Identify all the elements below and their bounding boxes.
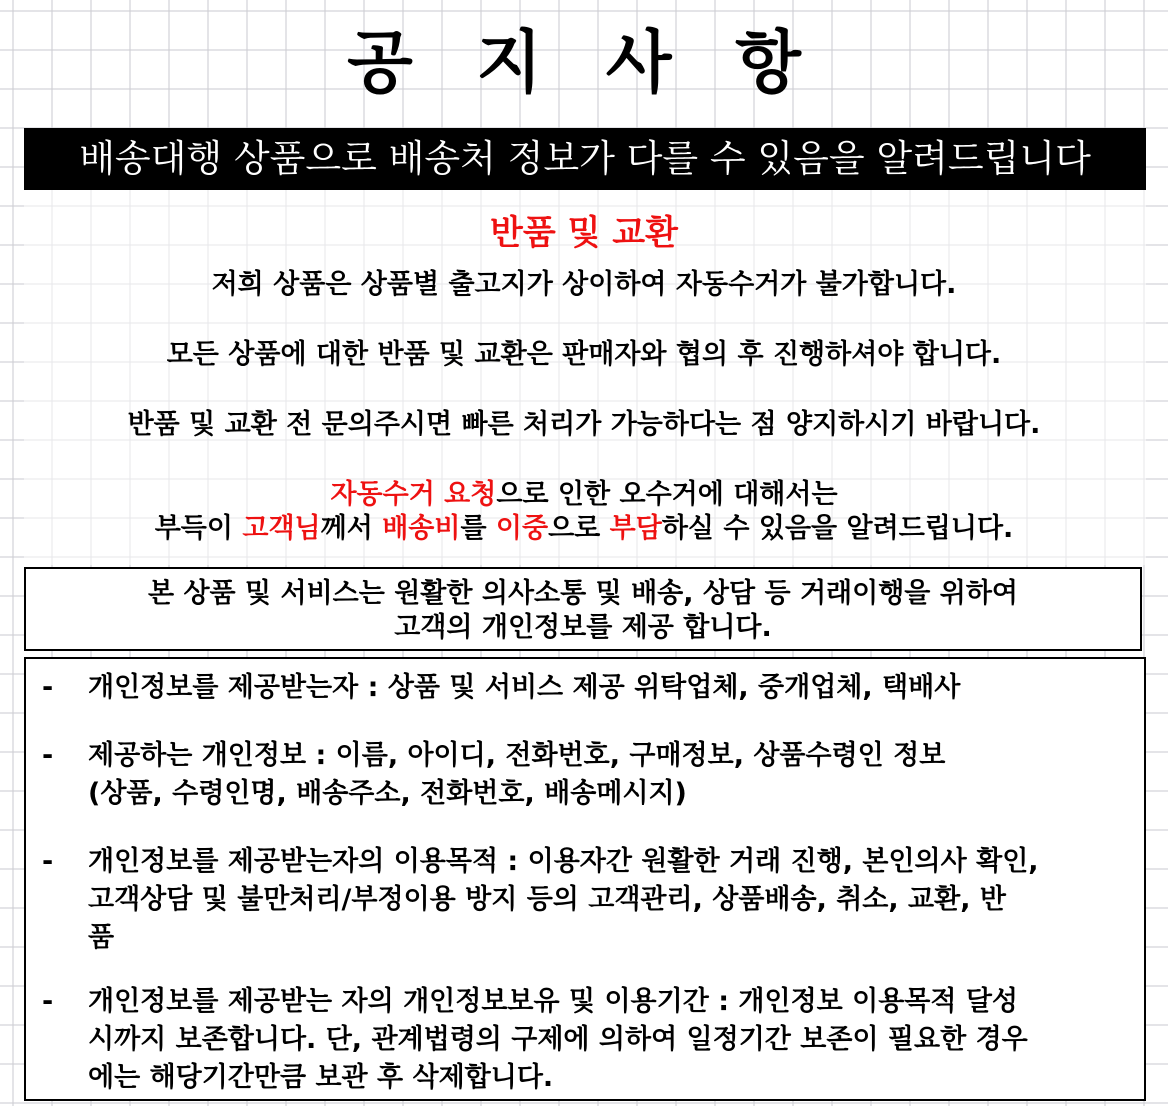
privacy-notice-box (24, 567, 1142, 651)
privacy-item-line: 개인정보를 제공받는자의 이용목적 : 이용자간 원활한 거래 진행, 본인의사 확인, (88, 846, 1039, 877)
privacy-notice-line-2: 고객의 개인정보를 제공 합니다. (394, 612, 772, 643)
warning-text: 부득이 (154, 513, 243, 544)
privacy-item-line: 개인정보를 제공받는자 : 상품 및 서비스 제공 위탁업체, 중개업체, 택배사 (88, 672, 961, 703)
bullet-dash: - (42, 672, 54, 703)
privacy-item-retention (42, 983, 1132, 1097)
privacy-details-box (24, 657, 1146, 1101)
page-title: 공 지 사 항 (347, 24, 821, 103)
privacy-item-provided-info (42, 737, 1132, 813)
privacy-item-recipients (42, 669, 1132, 707)
warning-text: 하실 수 있음을 알려드립니다. (661, 513, 1014, 544)
bullet-dash: - (42, 986, 54, 1017)
warning-line-1 (0, 476, 1168, 514)
warning-highlight-double: 이중 (495, 513, 549, 544)
return-line-1: 저희 상품은 상품별 출고지가 상이하여 자동수거가 불가합니다. (211, 269, 957, 300)
shipping-banner: 배송대행 상품으로 배송처 정보가 다를 수 있음을 알려드립니다 (24, 128, 1146, 190)
privacy-item-line: 에는 해당기간만큼 보관 후 삭제합니다. (88, 1062, 554, 1093)
privacy-item-purpose (42, 843, 1132, 957)
privacy-item-line: 고객상담 및 불만처리/부정이용 방지 등의 고객관리, 상품배송, 취소, 교환, 반 (88, 884, 1006, 915)
return-line-2: 모든 상품에 대한 반품 및 교환은 판매자와 협의 후 진행하셔야 합니다. (166, 339, 1002, 370)
warning-text: 께서 (320, 513, 383, 544)
privacy-item-line: 품 (88, 922, 115, 953)
warning-line-2 (0, 510, 1168, 548)
bullet-dash: - (42, 846, 54, 877)
privacy-item-line: (상품, 수령인명, 배송주소, 전화번호, 배송메시지) (88, 778, 687, 809)
privacy-item-line: 제공하는 개인정보 : 이름, 아이디, 전화번호, 구매정보, 상품수령인 정보 (88, 740, 946, 771)
warning-highlight-auto-pickup: 자동수거 요청 (330, 479, 497, 510)
warning-highlight-shipping-fee: 배송비 (382, 513, 461, 544)
privacy-item-line: 시까지 보존합니다. 단, 관계법령의 구제에 의하여 일정기간 보존이 필요한 경우 (88, 1024, 1028, 1055)
warning-highlight-customer: 고객님 (242, 513, 321, 544)
warning-text: 으로 인한 오수거에 대해서는 (496, 479, 838, 510)
warning-text: 를 (460, 513, 496, 544)
privacy-item-line: 개인정보를 제공받는 자의 개인정보보유 및 이용기간 : 개인정보 이용목적 달성 (88, 986, 1019, 1017)
privacy-notice-line-1: 본 상품 및 서비스는 원활한 의사소통 및 배송, 상담 등 거래이행을 위하여 (147, 578, 1019, 609)
bullet-dash: - (42, 740, 54, 771)
return-line-3: 반품 및 교환 전 문의주시면 빠른 처리가 가능하다는 점 양지하시기 바랍니다. (127, 409, 1041, 440)
warning-highlight-burden: 부담 (609, 513, 662, 544)
return-section-heading: 반품 및 교환 (490, 213, 678, 253)
warning-text: 으로 (548, 513, 610, 544)
